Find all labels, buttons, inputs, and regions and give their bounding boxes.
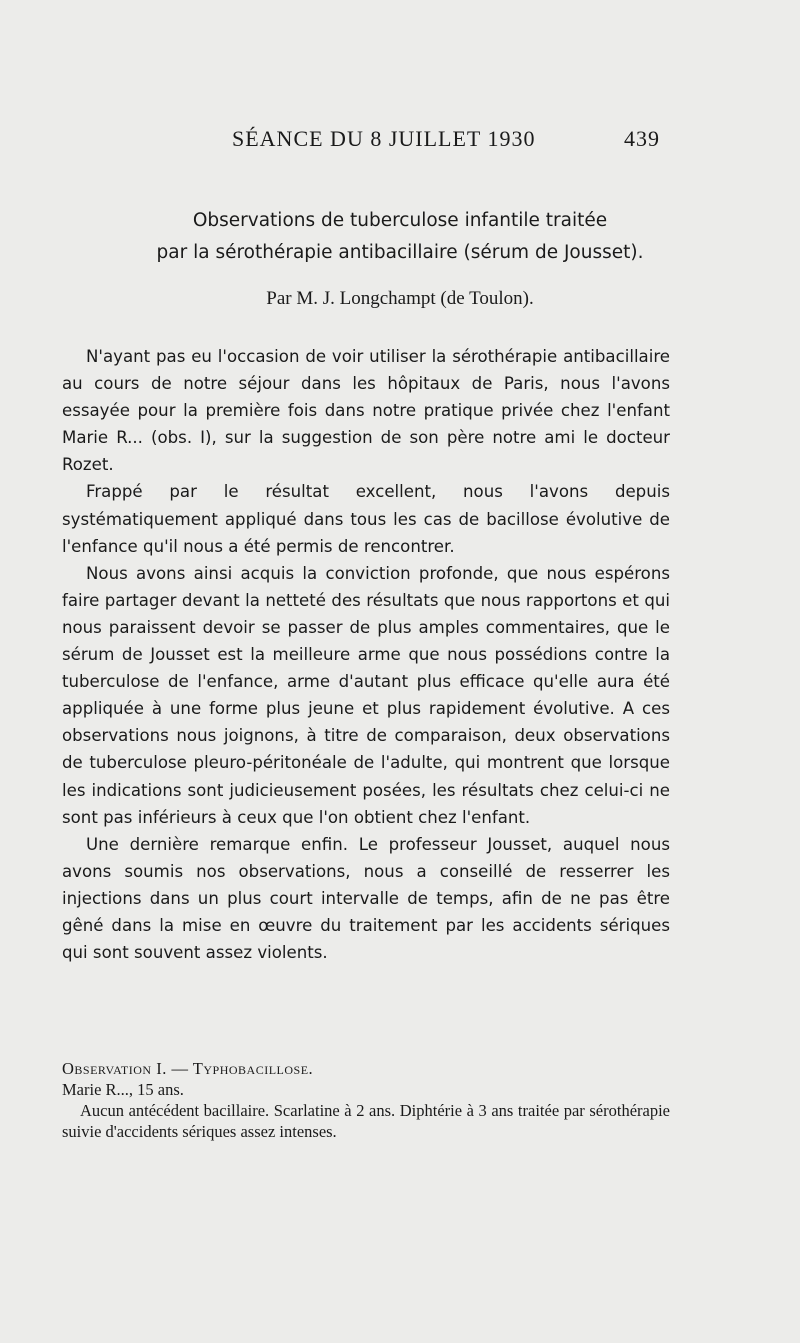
paragraph-4: Une dernière remarque enfin. Le professeur Jousset, auquel nous avons soumis nos observations, nous a conseillé de resserrer les injections dans un plus court intervalle de temps, afin de ne pas être gêné dans la mise en œuvre du traitement par les accidents sériques qui sont souvent assez violents. [62,834,670,963]
observation-section [62,1058,670,1142]
page-number: 439 [624,126,660,151]
observation-text: Aucun antécédent bacillaire. Scarlatine à 2 ans. Diphtérie à 3 ans traitée par sérothérapie suivie d'accidents sériques assez intenses. [62,1101,670,1141]
title-line-2: par la sérothérapie antibacillaire (sérum de Jousset). [156,242,644,263]
author-byline: Par M. J. Longchampt (de Toulon). [266,288,534,309]
paragraph-2: Frappé par le résultat excellent, nous l'avons depuis systématiquement appliqué dans tous les cas de bacillose évolutive de l'enfance qu'il nous a été permis de rencontrer. [62,482,670,556]
running-header [232,126,672,152]
title-line-1: Observations de tuberculose infantile traitée [192,210,608,231]
observation-heading: Observation I. — Typhobacillose. [62,1059,314,1078]
running-title: SÉANCE DU 8 JUILLET 1930 [232,126,536,151]
paragraph-3: Nous avons ainsi acquis la conviction profonde, que nous espérons faire partager devant la netteté des résultats que nous rapportons et qui nous paraissent devoir se passer de plus amples commentaires, que le sérum de Jousset est la meilleure arme que nous possédions contre la tuberculose de l'enfance, arme d'autant plus efficace qu'elle aura été appliquée à une forme plus jeune et plus rapidement évolutive. A ces observations nous joignons, à titre de comparaison, deux observations de tuberculose pleuro-péritonéale de l'adulte, qui montrent que lorsque les indications sont judicieusement posées, les résultats chez celui-ci ne sont pas inférieurs à ceux que l'on obtient chez l'enfant. [62,563,670,827]
article-title [60,205,740,269]
article-body [62,343,670,966]
paragraph-1: N'ayant pas eu l'occasion de voir utiliser la sérothérapie antibacillaire au cours de notre séjour dans les hôpitaux de Paris, nous l'avons essayée pour la première fois dans notre pratique privée chez l'enfant Marie R... (obs. I), sur la suggestion de son père notre ami le docteur Rozet. [62,347,670,475]
observation-patient: Marie R..., 15 ans. [62,1080,184,1099]
